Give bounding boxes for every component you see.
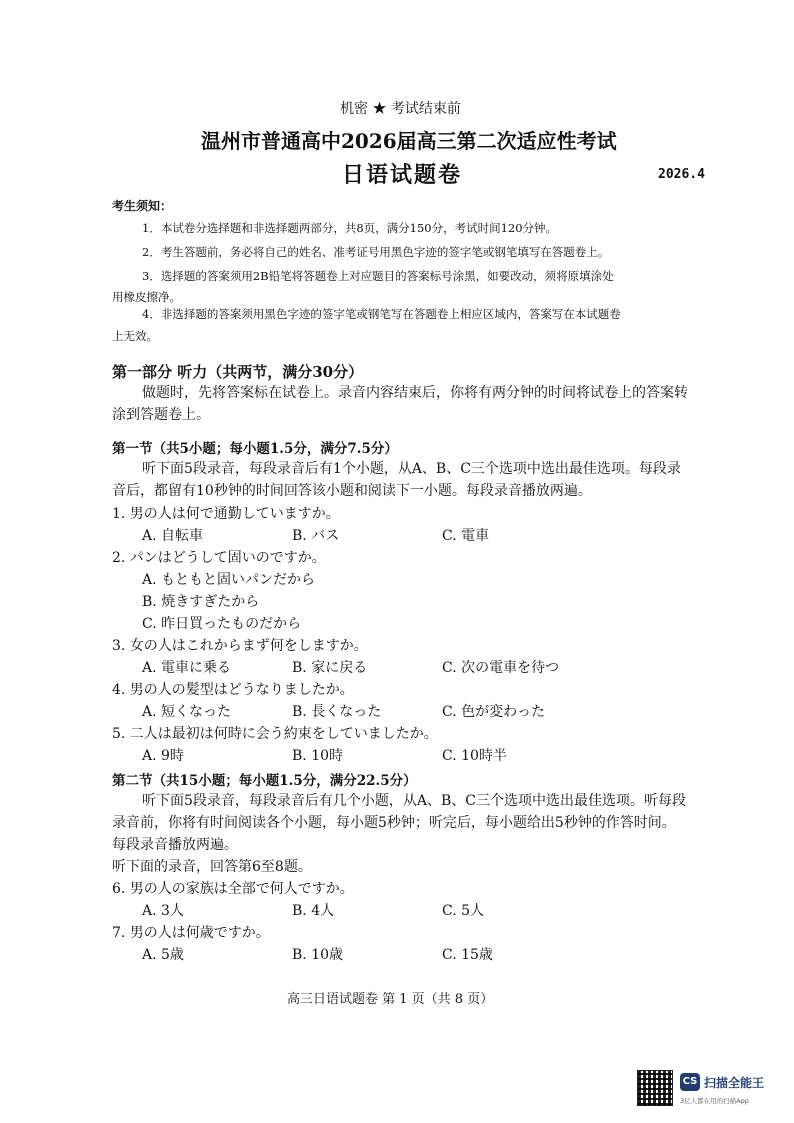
question-3-option-b: B. 家に戻る	[292, 660, 368, 676]
part1-desc-line1: 做题时，先将答案标在试卷上。录音内容结束后，你将有两分钟的时间将试卷上的答案转	[142, 385, 688, 401]
confidential-label: 机密 ★ 考试结束前	[340, 101, 461, 117]
question-6-option-a: A. 3人	[142, 903, 184, 919]
question-6-option-c: C. 5人	[442, 903, 485, 919]
camscanner-logo-icon: CS	[680, 1073, 700, 1091]
question-1-option-a: A. 自転車	[142, 528, 204, 544]
section2-desc-line2: 录音前，你将有时间阅读各个小题，每小题5秒钟；听完后，每小题给出5秒钟的作答时间。	[112, 815, 676, 831]
question-5-option-b: B. 10時	[292, 748, 344, 764]
question-1-stem: 1. 男の人は何で通勤していますか。	[112, 506, 340, 522]
part1-desc-line2: 涂到答题卷上。	[112, 407, 210, 423]
instruction-3: 3．选择题的答案须用2B铅笔将答题卷上对应题目的答案标号涂黑，如要改动，须将原填涂处	[142, 269, 614, 283]
instruction-2: 2．考生答题前，务必将自己的姓名、准考证号用黑色字迹的签字笔或钢笔填写在答题卷上。	[142, 245, 610, 259]
question-1-option-b: B. バス	[292, 528, 340, 544]
scanner-app-name: 扫描全能王	[704, 1076, 765, 1090]
section1-desc-line1: 听下面5段录音，每段录音后有1个小题，从A、B、C三个选项中选出最佳选项。每段录	[142, 461, 681, 477]
instructions-heading: 考生须知：	[112, 199, 173, 213]
question-2-option-c: C. 昨日買ったものだから	[142, 616, 302, 632]
exam-title: 温州市普通高中2026届高三第二次适应性考试	[201, 129, 617, 153]
question-6-option-b: B. 4人	[292, 903, 335, 919]
question-2-option-a: A. もともと固いパンだから	[142, 572, 316, 588]
section1-title: 第一节（共5小题；每小题1.5分，满分7.5分）	[112, 441, 398, 457]
question-2-stem: 2. パンはどうして固いのですか。	[112, 550, 326, 566]
question-3-option-c: C. 次の電車を待つ	[442, 660, 560, 676]
question-5-stem: 5. 二人は最初は何時に会う約束をしていましたか。	[112, 726, 438, 742]
instruction-1: 1．本试卷分选择题和非选择题两部分，共8页，满分150分，考试时间120分钟。	[142, 221, 558, 235]
exam-date: 2026.4	[658, 167, 705, 182]
question-2-option-b: B. 焼きすぎたから	[142, 594, 260, 610]
instruction-4-cont: 上无效。	[112, 329, 158, 343]
question-7-stem: 7. 男の人は何歳ですか。	[112, 925, 270, 941]
question-1-option-c: C. 電車	[442, 528, 490, 544]
question-4-option-b: B. 長くなった	[292, 704, 382, 720]
question-4-stem: 4. 男の人の髪型はどうなりましたか。	[112, 682, 354, 698]
section2-title: 第二节（共15小题；每小题1.5分，满分22.5分）	[112, 773, 417, 789]
page-footer: 高三日语试题卷 第 1 页（共 8 页）	[287, 992, 494, 1007]
question-4-option-c: C. 色が変わった	[442, 704, 545, 720]
part1-title: 第一部分 听力（共两节，满分30分）	[112, 363, 364, 381]
question-5-option-a: A. 9時	[142, 748, 184, 764]
scanner-tagline: 3亿人都在用的扫描App	[680, 1097, 749, 1105]
section2-desc-line1: 听下面5段录音，每段录音后有几个小题，从A、B、C三个选项中选出最佳选项。听每段	[142, 793, 687, 809]
section1-desc-line2: 音后，都留有10秒钟的时间回答该小题和阅读下一小题。每段录音播放两遍。	[112, 483, 592, 499]
question-7-option-b: B. 10歳	[292, 947, 344, 963]
question-group-intro: 听下面的录音，回答第6至8题。	[112, 859, 312, 875]
question-7-option-a: A. 5歳	[142, 947, 184, 963]
instruction-4: 4．非选择题的答案须用黑色字迹的签字笔或钢笔写在答题卷上相应区域内，答案写在本试题卷	[142, 307, 621, 321]
question-3-option-a: A. 電車に乗る	[142, 660, 232, 676]
question-4-option-a: A. 短くなった	[142, 704, 232, 720]
paper-title: 日语试题卷	[342, 162, 463, 188]
question-6-stem: 6. 男の人の家族は全部で何人ですか。	[112, 881, 354, 897]
section2-desc-line3: 每段录音播放两遍。	[112, 837, 238, 853]
qr-code-icon	[637, 1070, 673, 1106]
question-5-option-c: C. 10時半	[442, 748, 507, 764]
instruction-3-cont: 用橡皮擦净。	[112, 290, 181, 304]
question-3-stem: 3. 女の人はこれからまず何をしますか。	[112, 638, 368, 654]
question-7-option-c: C. 15歳	[442, 947, 493, 963]
